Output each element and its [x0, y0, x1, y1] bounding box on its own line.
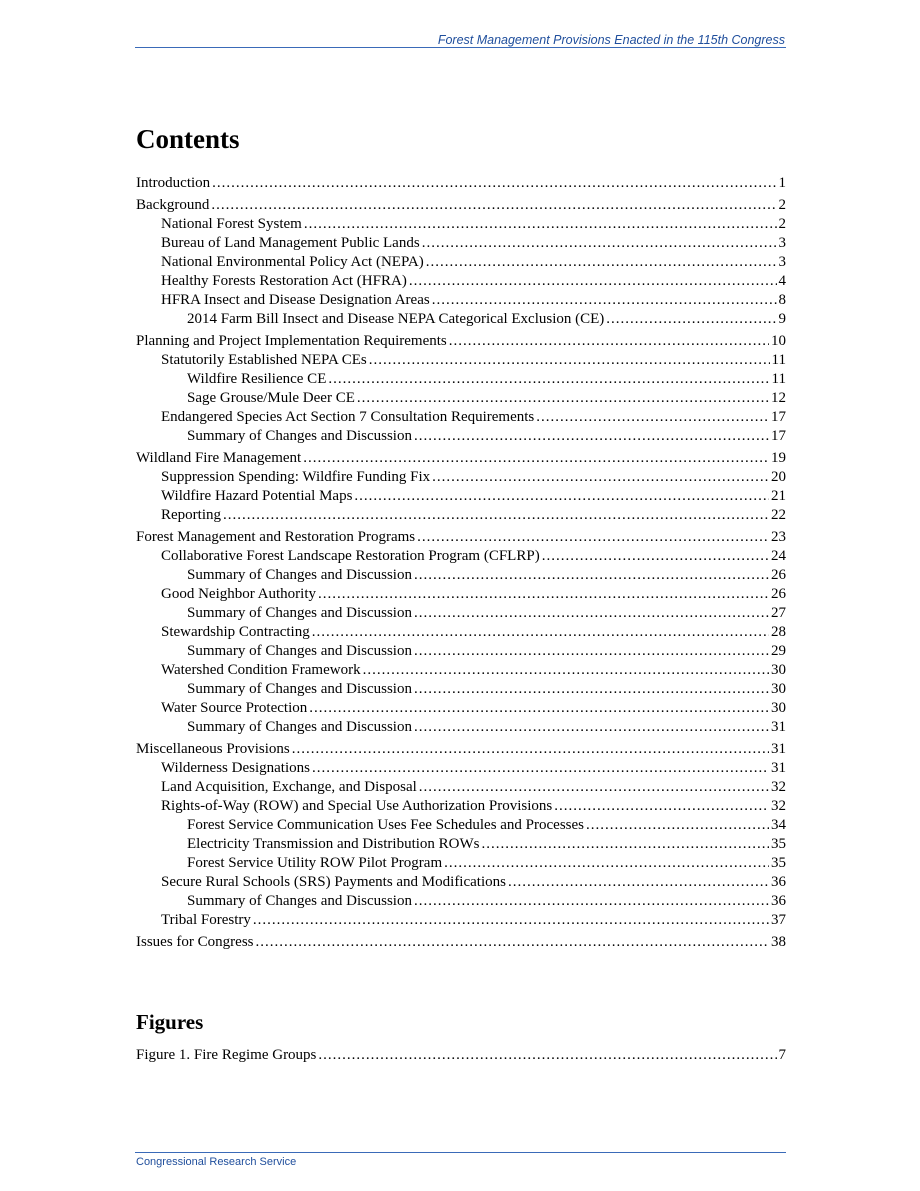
toc-entry-title: National Environmental Policy Act (NEPA)	[161, 254, 424, 270]
dot-leader	[414, 892, 769, 911]
toc-entry-title: Electricity Transmission and Distribution ROWs	[187, 836, 480, 852]
toc-entry-page: 11	[771, 371, 786, 387]
toc-entry-page: 23	[771, 529, 786, 545]
dot-leader	[309, 699, 769, 718]
toc-entry-title: Stewardship Contracting	[161, 624, 310, 640]
dot-leader	[328, 370, 769, 389]
toc-entry-page: 28	[771, 624, 786, 640]
figure-entry[interactable]	[136, 1046, 786, 1065]
toc-entry-title: Miscellaneous Provisions	[136, 741, 290, 757]
toc-entry[interactable]	[136, 759, 786, 778]
contents-heading: Contents	[136, 124, 240, 154]
toc-entry-page: 20	[771, 469, 786, 485]
dot-leader	[426, 253, 777, 272]
footer-text: Congressional Research Service	[136, 1156, 297, 1168]
toc-entry-page: 32	[771, 798, 786, 814]
toc-entry[interactable]	[136, 718, 786, 737]
dot-leader	[536, 408, 769, 427]
dot-leader	[256, 933, 770, 952]
toc-entry[interactable]	[136, 623, 786, 642]
toc-entry-title: Collaborative Forest Landscape Restoration Program (CFLRP)	[161, 548, 540, 564]
toc-entry-title: Land Acquisition, Exchange, and Disposal	[161, 779, 417, 795]
toc-entry-title: Issues for Congress	[136, 934, 254, 950]
toc-entry-title: Summary of Changes and Discussion	[187, 567, 412, 583]
toc-entry-page: 36	[771, 874, 786, 890]
toc-entry-title: National Forest System	[161, 216, 302, 232]
toc-entry-title: Endangered Species Act Section 7 Consultation Requirements	[161, 409, 535, 425]
toc-entry-title: Summary of Changes and Discussion	[187, 605, 412, 621]
toc-entry-page: 30	[771, 700, 786, 716]
toc-entry-title: Wildland Fire Management	[136, 450, 302, 466]
toc-entry[interactable]	[136, 585, 786, 604]
toc-entry-page: 34	[771, 817, 786, 833]
dot-leader	[542, 547, 769, 566]
toc-entry[interactable]	[136, 234, 786, 253]
dot-leader	[292, 740, 769, 759]
toc-entry[interactable]	[136, 253, 786, 272]
toc-entry-page: 31	[771, 741, 786, 757]
toc-entry-page: 3	[778, 235, 786, 251]
toc-entry[interactable]	[136, 487, 786, 506]
dot-leader	[253, 911, 769, 930]
toc-entry-title: Rights-of-Way (ROW) and Special Use Authorization Provisions	[161, 798, 553, 814]
toc-entry[interactable]	[136, 310, 786, 329]
toc-entry[interactable]	[136, 370, 786, 389]
figure-entry-page: 7	[778, 1047, 786, 1063]
toc-entry[interactable]	[136, 389, 786, 408]
dot-leader	[369, 351, 770, 370]
dot-leader	[357, 389, 769, 408]
toc-entry-title: Summary of Changes and Discussion	[187, 643, 412, 659]
toc-entry[interactable]	[136, 468, 786, 487]
toc-entry[interactable]	[136, 449, 786, 468]
dot-leader	[508, 873, 769, 892]
toc-entry-title: Wildfire Resilience CE	[187, 371, 327, 387]
toc-entry-title: Forest Management and Restoration Programs	[136, 529, 416, 545]
toc-entry-title: 2014 Farm Bill Insect and Disease NEPA Categorical Exclusion (CE)	[187, 311, 605, 327]
toc-entry-title: Planning and Project Implementation Requirements	[136, 333, 447, 349]
toc-entry-page: 26	[771, 586, 786, 602]
dot-leader	[414, 642, 769, 661]
toc-entry-page: 2	[778, 197, 786, 213]
toc-entry[interactable]	[136, 215, 786, 234]
toc-entry[interactable]	[136, 873, 786, 892]
figures-heading: Figures	[136, 1010, 204, 1034]
dot-leader	[312, 623, 769, 642]
toc-entry[interactable]	[136, 272, 786, 291]
toc-entry-page: 17	[771, 428, 786, 444]
dot-leader	[422, 234, 777, 253]
toc-entry-page: 9	[778, 311, 786, 327]
toc-entry-page: 37	[771, 912, 786, 928]
toc-entry[interactable]	[136, 528, 786, 547]
toc-entry-page: 35	[771, 836, 786, 852]
toc-entry[interactable]	[136, 911, 786, 930]
dot-leader	[223, 506, 769, 525]
toc-entry-page: 26	[771, 567, 786, 583]
dot-leader	[211, 196, 776, 215]
toc-entry-page: 10	[771, 333, 786, 349]
dot-leader	[586, 816, 769, 835]
toc-entry-page: 4	[778, 273, 786, 289]
dot-leader	[414, 680, 769, 699]
toc-entry-title: Summary of Changes and Discussion	[187, 893, 412, 909]
toc-entry-page: 24	[771, 548, 786, 564]
toc-entry-title: Good Neighbor Authority	[161, 586, 316, 602]
dot-leader	[212, 174, 776, 193]
dot-leader	[414, 427, 769, 446]
toc-entry-page: 19	[771, 450, 786, 466]
toc-entry-title: Summary of Changes and Discussion	[187, 681, 412, 697]
toc-entry-title: HFRA Insect and Disease Designation Areas	[161, 292, 430, 308]
toc-entry[interactable]	[136, 427, 786, 446]
toc-entry[interactable]	[136, 604, 786, 623]
toc-entry-page: 30	[771, 662, 786, 678]
dot-leader	[304, 215, 777, 234]
header-rule	[135, 47, 786, 48]
dot-leader	[444, 854, 769, 873]
toc-entry-title: Wilderness Designations	[161, 760, 310, 776]
toc-entry-title: Statutorily Established NEPA CEs	[161, 352, 367, 368]
toc-entry[interactable]	[136, 547, 786, 566]
toc-entry-title: Forest Service Utility ROW Pilot Program	[187, 855, 443, 871]
dot-leader	[318, 1046, 776, 1065]
toc-entry-page: 31	[771, 719, 786, 735]
toc-entry-title: Introduction	[136, 175, 211, 191]
toc-entry[interactable]	[136, 506, 786, 525]
toc-entry-page: 3	[778, 254, 786, 270]
toc-entry-page: 1	[778, 175, 786, 191]
toc-entry[interactable]	[136, 642, 786, 661]
toc-entry-title: Wildfire Hazard Potential Maps	[161, 488, 353, 504]
footer-rule	[135, 1152, 786, 1153]
toc-entry-title: Reporting	[161, 507, 221, 523]
toc-entry-page: 12	[771, 390, 786, 406]
toc-entry-page: 2	[778, 216, 786, 232]
toc-entry-title: Suppression Spending: Wildfire Funding Fix	[161, 469, 431, 485]
dot-leader	[363, 661, 769, 680]
dot-leader	[432, 468, 769, 487]
toc-entry[interactable]	[136, 797, 786, 816]
toc-entry-page: 30	[771, 681, 786, 697]
toc-entry-page: 32	[771, 779, 786, 795]
toc-entry-title: Healthy Forests Restoration Act (HFRA)	[161, 273, 407, 289]
toc-entry[interactable]	[136, 566, 786, 585]
toc-entry-page: 11	[771, 352, 786, 368]
dot-leader	[409, 272, 777, 291]
table-of-contents	[136, 174, 786, 952]
toc-entry[interactable]	[136, 778, 786, 797]
toc-entry-page: 17	[771, 409, 786, 425]
dot-leader	[419, 778, 769, 797]
dot-leader	[432, 291, 777, 310]
toc-entry-title: Water Source Protection	[161, 700, 308, 716]
dot-leader	[318, 585, 769, 604]
dot-leader	[354, 487, 769, 506]
toc-entry-page: 35	[771, 855, 786, 871]
dot-leader	[417, 528, 769, 547]
toc-entry-title: Sage Grouse/Mule Deer CE	[187, 390, 355, 406]
toc-entry-title: Forest Service Communication Uses Fee Schedules and Processes	[187, 817, 585, 833]
toc-entry-page: 36	[771, 893, 786, 909]
toc-entry-title: Tribal Forestry	[161, 912, 251, 928]
toc-entry-page: 29	[771, 643, 786, 659]
toc-entry[interactable]	[136, 680, 786, 699]
dot-leader	[414, 604, 769, 623]
toc-entry[interactable]	[136, 661, 786, 680]
toc-entry[interactable]	[136, 408, 786, 427]
toc-entry[interactable]	[136, 816, 786, 835]
dot-leader	[554, 797, 769, 816]
dot-leader	[449, 332, 769, 351]
toc-entry[interactable]	[136, 835, 786, 854]
toc-entry-page: 22	[771, 507, 786, 523]
list-of-figures	[136, 1046, 786, 1065]
toc-entry[interactable]	[136, 699, 786, 718]
toc-entry-page: 21	[771, 488, 786, 504]
toc-entry-page: 8	[778, 292, 786, 308]
dot-leader	[303, 449, 769, 468]
toc-entry-page: 31	[771, 760, 786, 776]
toc-entry[interactable]	[136, 933, 786, 952]
toc-entry-title: Secure Rural Schools (SRS) Payments and Modifications	[161, 874, 506, 890]
toc-entry-title: Bureau of Land Management Public Lands	[161, 235, 420, 251]
toc-entry-title: Summary of Changes and Discussion	[187, 719, 412, 735]
dot-leader	[414, 566, 769, 585]
toc-entry[interactable]	[136, 740, 786, 759]
dot-leader	[414, 718, 769, 737]
toc-entry[interactable]	[136, 196, 786, 215]
toc-entry[interactable]	[136, 332, 786, 351]
figure-entry-title: Figure 1. Fire Regime Groups	[136, 1047, 317, 1063]
dot-leader	[606, 310, 776, 329]
running-header: Forest Management Provisions Enacted in the 115th Congress	[437, 33, 785, 47]
toc-entry-title: Summary of Changes and Discussion	[187, 428, 412, 444]
dot-leader	[482, 835, 770, 854]
toc-entry-title: Background	[136, 197, 210, 213]
toc-entry[interactable]	[136, 892, 786, 911]
toc-entry[interactable]	[136, 174, 786, 193]
toc-entry[interactable]	[136, 291, 786, 310]
toc-entry-page: 38	[771, 934, 786, 950]
toc-entry-title: Watershed Condition Framework	[161, 662, 361, 678]
toc-entry[interactable]	[136, 854, 786, 873]
toc-entry-page: 27	[771, 605, 786, 621]
dot-leader	[312, 759, 769, 778]
toc-entry[interactable]	[136, 351, 786, 370]
